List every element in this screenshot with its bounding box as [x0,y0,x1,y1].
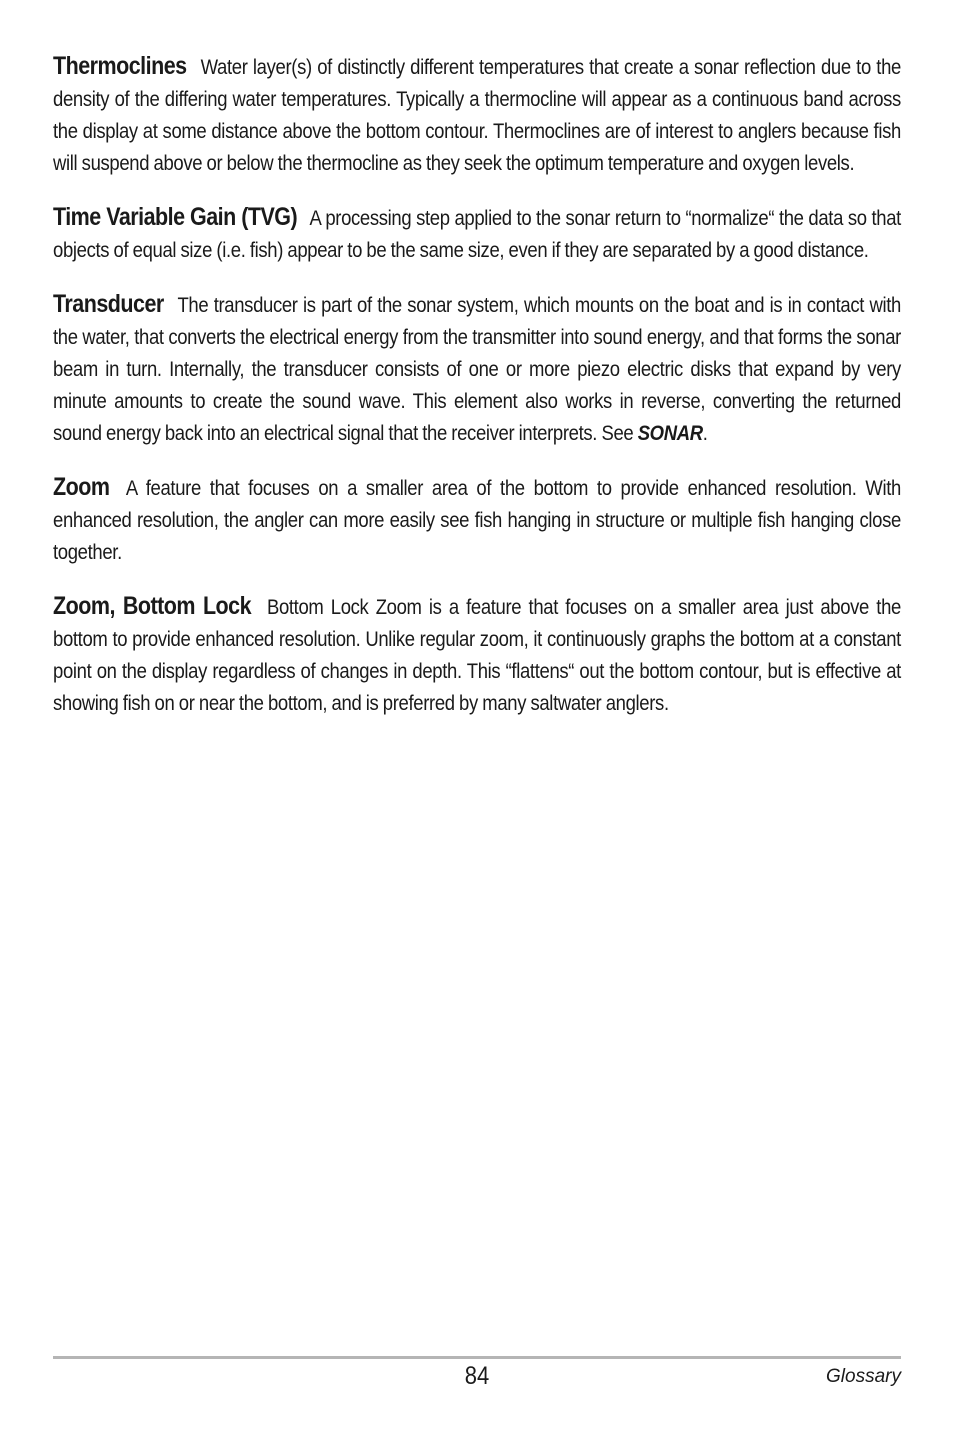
page-number: 84 [464,1362,490,1390]
footer-section-name: Glossary [826,1366,901,1387]
footer-divider [53,1356,901,1359]
glossary-entry-tvg [53,201,901,266]
cross-reference-sonar: SONAR [637,421,703,445]
glossary-term: Thermoclines [53,52,187,80]
glossary-entry-zoom [53,471,901,568]
glossary-definition: A feature that focuses on a smaller area of the bottom to provide enhanced resolution. With enhanced resolution, the angler can more easily see fish hanging in structure or multiple fish hanging close together. [53,476,901,564]
glossary-definition: The transducer is part of the sonar system, which mounts on the boat and is in contact with the water, that converts the electrical energy from the transmitter into sound energy, and that forms the sonar beam in turn. Internally, the transducer consists of one or more piezo electric disks that expand by very minute amounts to create the sound wave. This element also works in reverse, converting the returned sound energy back into an electrical signal that the receiver interprets. See [53,293,901,445]
glossary-entry-transducer [53,288,901,449]
definition-trailing-punctuation: . [702,421,708,445]
glossary-term: Zoom, Bottom Lock [53,592,252,620]
glossary-term: Transducer [53,290,164,318]
glossary-term: Zoom [53,473,110,501]
glossary-definition: Bottom Lock Zoom is a feature that focuses on a smaller area just above the bottom to provide enhanced resolution. Unlike regular zoom, it continuously graphs the bottom at a constant point on the display regardless of changes in depth. This “flattens“ out the bottom contour, but is effective at showing fish on or near the bottom, and is preferred by many saltwater anglers. [53,595,901,715]
glossary-entry-thermoclines [53,50,901,179]
glossary-entry-zoom-bottom-lock [53,590,901,719]
glossary-content [53,50,901,741]
glossary-definition: A processing step applied to the sonar return to “normalize“ the data so that objects of equal size (i.e. fish) appear to be the same size, even if they are separated by a good distance. [53,206,901,262]
glossary-definition: Water layer(s) of distinctly different temperatures that create a sonar reflection due to the density of the differing water temperatures. Typically a thermocline will appear as a continuous band across the display at some distance above the bottom contour. Thermoclines are of interest to anglers because fish will suspend above or below the thermocline as they seek the optimum temperature and oxygen levels. [53,55,901,175]
glossary-term: Time Variable Gain (TVG) [53,203,298,231]
